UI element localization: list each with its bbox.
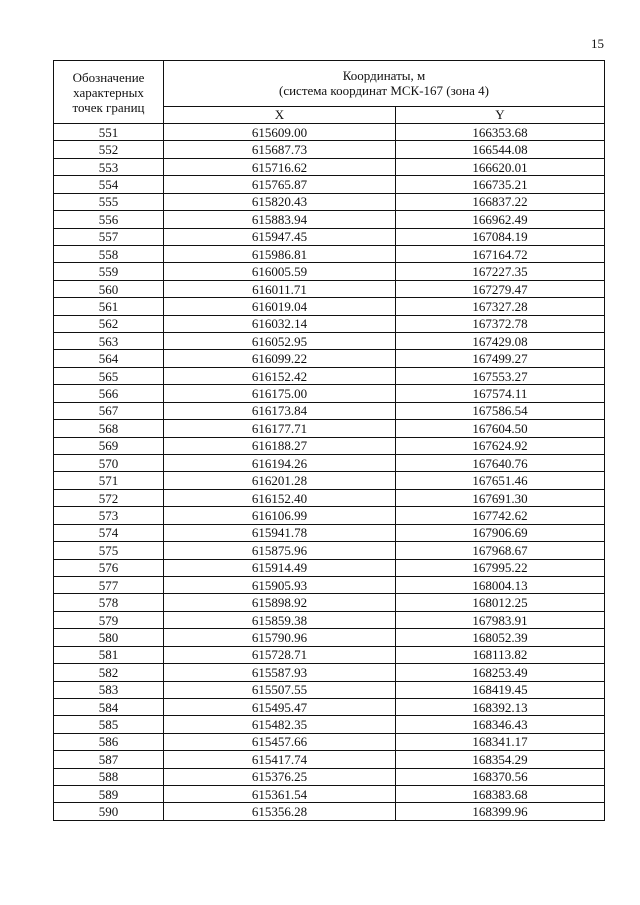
y-coordinate-cell: 167327.28	[396, 298, 605, 315]
table-body	[54, 124, 605, 821]
table-row	[54, 733, 605, 750]
table-row	[54, 611, 605, 628]
point-name-header-line: Обозначение	[72, 69, 145, 85]
y-coordinate-cell: 168399.96	[396, 803, 605, 820]
table-row	[54, 298, 605, 315]
x-coordinate-cell: 615587.93	[164, 664, 396, 681]
table-row	[54, 681, 605, 698]
table-row	[54, 263, 605, 280]
y-coordinate-cell: 166837.22	[396, 193, 605, 210]
x-coordinate-cell: 616099.22	[164, 350, 396, 367]
table-row	[54, 576, 605, 593]
table-row	[54, 315, 605, 332]
coordinates-header	[164, 61, 605, 107]
point-id-cell: 590	[54, 803, 164, 820]
y-coordinate-cell: 167499.27	[396, 350, 605, 367]
y-coordinate-cell: 168341.17	[396, 733, 605, 750]
x-column-header: X	[164, 106, 396, 123]
table-row	[54, 472, 605, 489]
point-id-cell: 568	[54, 420, 164, 437]
x-coordinate-cell: 616106.99	[164, 507, 396, 524]
point-id-cell: 580	[54, 629, 164, 646]
y-coordinate-cell: 168383.68	[396, 786, 605, 803]
table-row	[54, 141, 605, 158]
x-coordinate-cell: 615947.45	[164, 228, 396, 245]
point-id-cell: 567	[54, 402, 164, 419]
x-coordinate-cell: 615986.81	[164, 245, 396, 262]
point-id-cell: 552	[54, 141, 164, 158]
y-coordinate-cell: 167372.78	[396, 315, 605, 332]
table-row	[54, 664, 605, 681]
point-id-cell: 559	[54, 263, 164, 280]
point-id-cell: 579	[54, 611, 164, 628]
y-coordinate-cell: 167553.27	[396, 367, 605, 384]
x-coordinate-cell: 616201.28	[164, 472, 396, 489]
y-coordinate-cell: 168004.13	[396, 576, 605, 593]
table-row	[54, 211, 605, 228]
point-id-cell: 584	[54, 698, 164, 715]
point-id-cell: 555	[54, 193, 164, 210]
table-row	[54, 716, 605, 733]
point-id-cell: 557	[54, 228, 164, 245]
x-coordinate-cell: 616177.71	[164, 420, 396, 437]
table-row	[54, 176, 605, 193]
x-coordinate-cell: 615356.28	[164, 803, 396, 820]
y-coordinate-cell: 166353.68	[396, 124, 605, 141]
y-coordinate-cell: 167429.08	[396, 333, 605, 350]
table-row	[54, 786, 605, 803]
x-coordinate-cell: 615457.66	[164, 733, 396, 750]
x-coordinate-cell: 615687.73	[164, 141, 396, 158]
page-number: 15	[591, 36, 604, 51]
y-coordinate-cell: 167586.54	[396, 402, 605, 419]
coordinates-header-system: (система координат МСК-167 (зона 4)	[279, 83, 489, 99]
y-coordinate-cell: 166735.21	[396, 176, 605, 193]
table-row	[54, 629, 605, 646]
x-coordinate-cell: 615875.96	[164, 542, 396, 559]
y-coordinate-cell: 167691.30	[396, 489, 605, 506]
x-coordinate-cell: 615361.54	[164, 786, 396, 803]
point-id-cell: 569	[54, 437, 164, 454]
x-coordinate-cell: 616175.00	[164, 385, 396, 402]
y-coordinate-cell: 167574.11	[396, 385, 605, 402]
point-id-cell: 583	[54, 681, 164, 698]
x-coordinate-cell: 616188.27	[164, 437, 396, 454]
y-coordinate-cell: 168354.29	[396, 751, 605, 768]
point-id-cell: 558	[54, 245, 164, 262]
y-coordinate-cell: 167084.19	[396, 228, 605, 245]
x-coordinate-cell: 615790.96	[164, 629, 396, 646]
x-coordinate-cell: 615716.62	[164, 158, 396, 175]
y-coordinate-cell: 168253.49	[396, 664, 605, 681]
x-coordinate-cell: 615507.55	[164, 681, 396, 698]
y-coordinate-cell: 167995.22	[396, 559, 605, 576]
y-coordinate-cell: 167906.69	[396, 524, 605, 541]
x-coordinate-cell: 615765.87	[164, 176, 396, 193]
x-coordinate-cell: 616019.04	[164, 298, 396, 315]
x-coordinate-cell: 616194.26	[164, 455, 396, 472]
coordinates-table	[53, 60, 605, 821]
point-id-cell: 578	[54, 594, 164, 611]
y-coordinate-cell: 167227.35	[396, 263, 605, 280]
point-name-header	[54, 61, 164, 124]
point-id-cell: 560	[54, 280, 164, 297]
y-coordinate-cell: 167279.47	[396, 280, 605, 297]
y-coordinate-cell: 168346.43	[396, 716, 605, 733]
y-coordinate-cell: 168052.39	[396, 629, 605, 646]
point-id-cell: 554	[54, 176, 164, 193]
y-coordinate-cell: 166962.49	[396, 211, 605, 228]
table-row	[54, 524, 605, 541]
point-id-cell: 570	[54, 455, 164, 472]
y-coordinate-cell: 167640.76	[396, 455, 605, 472]
point-name-header-line: точек границ	[72, 99, 145, 115]
table-row	[54, 751, 605, 768]
table-row	[54, 124, 605, 141]
x-coordinate-cell: 615495.47	[164, 698, 396, 715]
table-row	[54, 559, 605, 576]
x-coordinate-cell: 615609.00	[164, 124, 396, 141]
x-coordinate-cell: 616011.71	[164, 280, 396, 297]
x-coordinate-cell: 616152.40	[164, 489, 396, 506]
table-row	[54, 768, 605, 785]
table-row	[54, 437, 605, 454]
table-row	[54, 646, 605, 663]
y-coordinate-cell: 168012.25	[396, 594, 605, 611]
y-coordinate-cell: 168392.13	[396, 698, 605, 715]
point-id-cell: 565	[54, 367, 164, 384]
point-id-cell: 572	[54, 489, 164, 506]
table-row	[54, 507, 605, 524]
table-row	[54, 803, 605, 820]
table-row	[54, 542, 605, 559]
x-coordinate-cell: 615941.78	[164, 524, 396, 541]
x-coordinate-cell: 615905.93	[164, 576, 396, 593]
point-id-cell: 589	[54, 786, 164, 803]
table-row	[54, 402, 605, 419]
point-id-cell: 564	[54, 350, 164, 367]
point-id-cell: 587	[54, 751, 164, 768]
x-coordinate-cell: 616052.95	[164, 333, 396, 350]
table-row	[54, 698, 605, 715]
point-id-cell: 575	[54, 542, 164, 559]
table-row	[54, 350, 605, 367]
y-coordinate-cell: 167604.50	[396, 420, 605, 437]
x-coordinate-cell: 615883.94	[164, 211, 396, 228]
point-id-cell: 571	[54, 472, 164, 489]
y-coordinate-cell: 168113.82	[396, 646, 605, 663]
x-coordinate-cell: 615820.43	[164, 193, 396, 210]
y-column-header: Y	[396, 106, 605, 123]
point-id-cell: 563	[54, 333, 164, 350]
table-row	[54, 280, 605, 297]
y-coordinate-cell: 166620.01	[396, 158, 605, 175]
x-coordinate-cell: 615376.25	[164, 768, 396, 785]
table-row	[54, 489, 605, 506]
point-id-cell: 586	[54, 733, 164, 750]
x-coordinate-cell: 615417.74	[164, 751, 396, 768]
point-name-header-line: характерных	[73, 84, 144, 100]
y-coordinate-cell: 167983.91	[396, 611, 605, 628]
table-row	[54, 420, 605, 437]
table-row	[54, 385, 605, 402]
x-coordinate-cell: 615728.71	[164, 646, 396, 663]
y-coordinate-cell: 167624.92	[396, 437, 605, 454]
table-header	[54, 61, 605, 124]
x-coordinate-cell: 615482.35	[164, 716, 396, 733]
point-id-cell: 556	[54, 211, 164, 228]
point-id-cell: 577	[54, 576, 164, 593]
y-coordinate-cell: 167164.72	[396, 245, 605, 262]
x-coordinate-cell: 616032.14	[164, 315, 396, 332]
x-coordinate-cell: 616173.84	[164, 402, 396, 419]
table-row	[54, 367, 605, 384]
y-coordinate-cell: 168370.56	[396, 768, 605, 785]
table-row	[54, 158, 605, 175]
table-row	[54, 333, 605, 350]
table-row	[54, 228, 605, 245]
point-id-cell: 585	[54, 716, 164, 733]
y-coordinate-cell: 167651.46	[396, 472, 605, 489]
x-coordinate-cell: 616005.59	[164, 263, 396, 280]
table-row	[54, 455, 605, 472]
point-id-cell: 551	[54, 124, 164, 141]
x-coordinate-cell: 616152.42	[164, 367, 396, 384]
y-coordinate-cell: 168419.45	[396, 681, 605, 698]
x-coordinate-cell: 615898.92	[164, 594, 396, 611]
table-row	[54, 245, 605, 262]
table-row	[54, 193, 605, 210]
point-id-cell: 561	[54, 298, 164, 315]
point-id-cell: 574	[54, 524, 164, 541]
point-id-cell: 562	[54, 315, 164, 332]
point-id-cell: 588	[54, 768, 164, 785]
y-coordinate-cell: 167968.67	[396, 542, 605, 559]
point-id-cell: 582	[54, 664, 164, 681]
coordinates-header-title: Координаты, м	[342, 68, 426, 84]
y-coordinate-cell: 167742.62	[396, 507, 605, 524]
point-id-cell: 581	[54, 646, 164, 663]
x-coordinate-cell: 615859.38	[164, 611, 396, 628]
point-id-cell: 553	[54, 158, 164, 175]
y-coordinate-cell: 166544.08	[396, 141, 605, 158]
x-coordinate-cell: 615914.49	[164, 559, 396, 576]
table-row	[54, 594, 605, 611]
point-id-cell: 566	[54, 385, 164, 402]
point-id-cell: 576	[54, 559, 164, 576]
point-id-cell: 573	[54, 507, 164, 524]
